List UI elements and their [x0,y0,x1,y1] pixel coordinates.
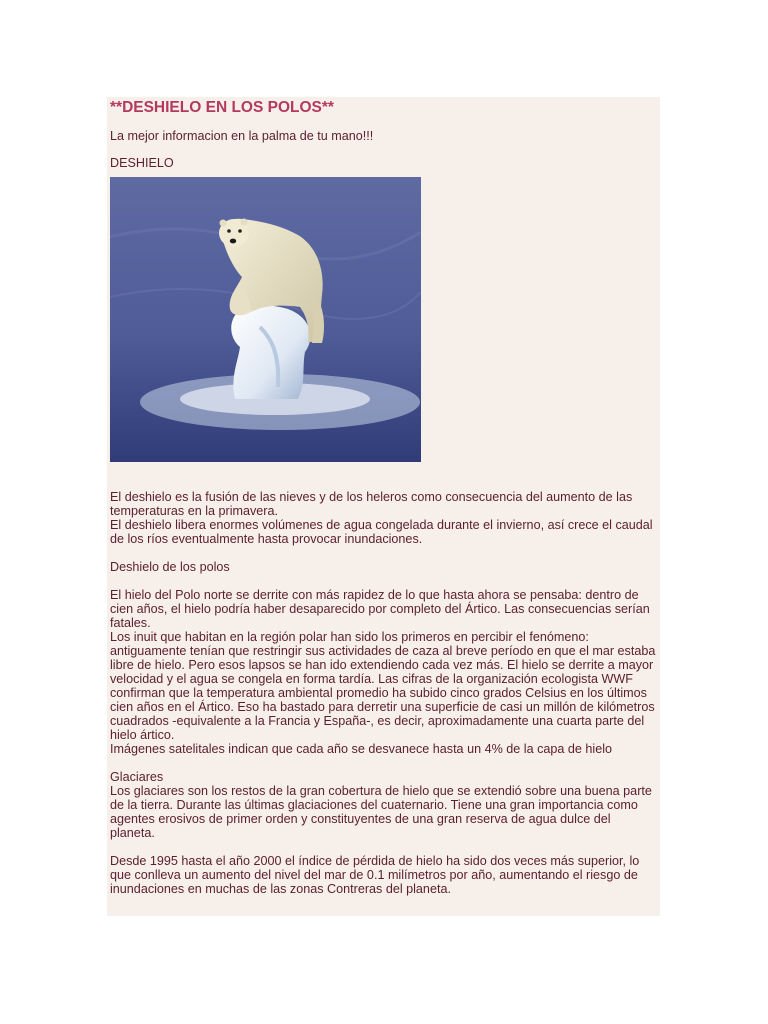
paragraph-polo-norte [110,588,657,756]
text-line: El deshielo es la fusión de las nieves y de los heleros como consecuencia del aumento de las temperaturas en la primavera. [110,490,633,518]
heading-deshielo-polos [110,560,657,574]
text-line: Glaciares [110,770,164,784]
text-line: Los glaciares son los restos de la gran cobertura de hielo que se extendió sobre una buena parte de la tierra. Durante las últimas glaciaciones del cuaternario. Tiene una gran importancia como agentes erosivos de primer orden y constituyentes de una gran reserva de agua dulce del planeta. [110,784,652,840]
paragraph-glaciares [110,770,657,840]
paragraph-deshielo [110,490,657,546]
text-line: El hielo del Polo norte se derrite con más rapidez de lo que hasta ahora se pensaba: dentro de cien años, el hielo podría haber desaparecido por completo del Ártico. Las consecuencias serían fatales. [110,588,650,630]
page-title: **DESHIELO EN LOS POLOS** [110,99,334,116]
subtitle: La mejor informacion en la palma de tu mano!!! [110,129,374,143]
text-line: El deshielo libera enormes volúmenes de agua congelada durante el invierno, así crece el caudal de los ríos eventualmente hasta provocar inundaciones. [110,518,653,546]
polar-bear-photo [110,177,421,462]
text-line: Los inuit que habitan en la región polar han sido los primeros en percibir el fenómeno: antiguamente tenían que restringir sus actividades de caza al breve período en que el mar estaba libre de hielo. Pero esos lapsos se han ido extendiendo cada vez más. El hielo se derrite a mayor velocidad y el agua se congela en forma tardía. Las cifras de la organización ecologista WWF confirman que la temperatura ambiental promedio ha subido cinco grados Celsius en los últimos cien años en el Ártico. Eso ha bastado para derretir una superficie de casi un millón de kilómetros cuadrados -equivalente a la Francia y España-, es decir, aproximadamente una cuarta parte del hielo ártico. [110,630,656,742]
document-page [107,97,660,916]
section-label: DESHIELO [110,156,174,170]
paragraph-perdida-hielo [110,854,657,896]
text-line: Deshielo de los polos [110,560,230,574]
text-line: Desde 1995 hasta el año 2000 el índice de pérdida de hielo ha sido dos veces más superior, lo que conlleva un aumento del nivel del mar de 0.1 milímetros por año, aumentando el riesgo de inundaciones en muchas de las zonas Contreras del planeta. [110,854,640,896]
text-line: Imágenes satelitales indican que cada año se desvanece hasta un 4% de la capa de hielo [110,742,613,756]
